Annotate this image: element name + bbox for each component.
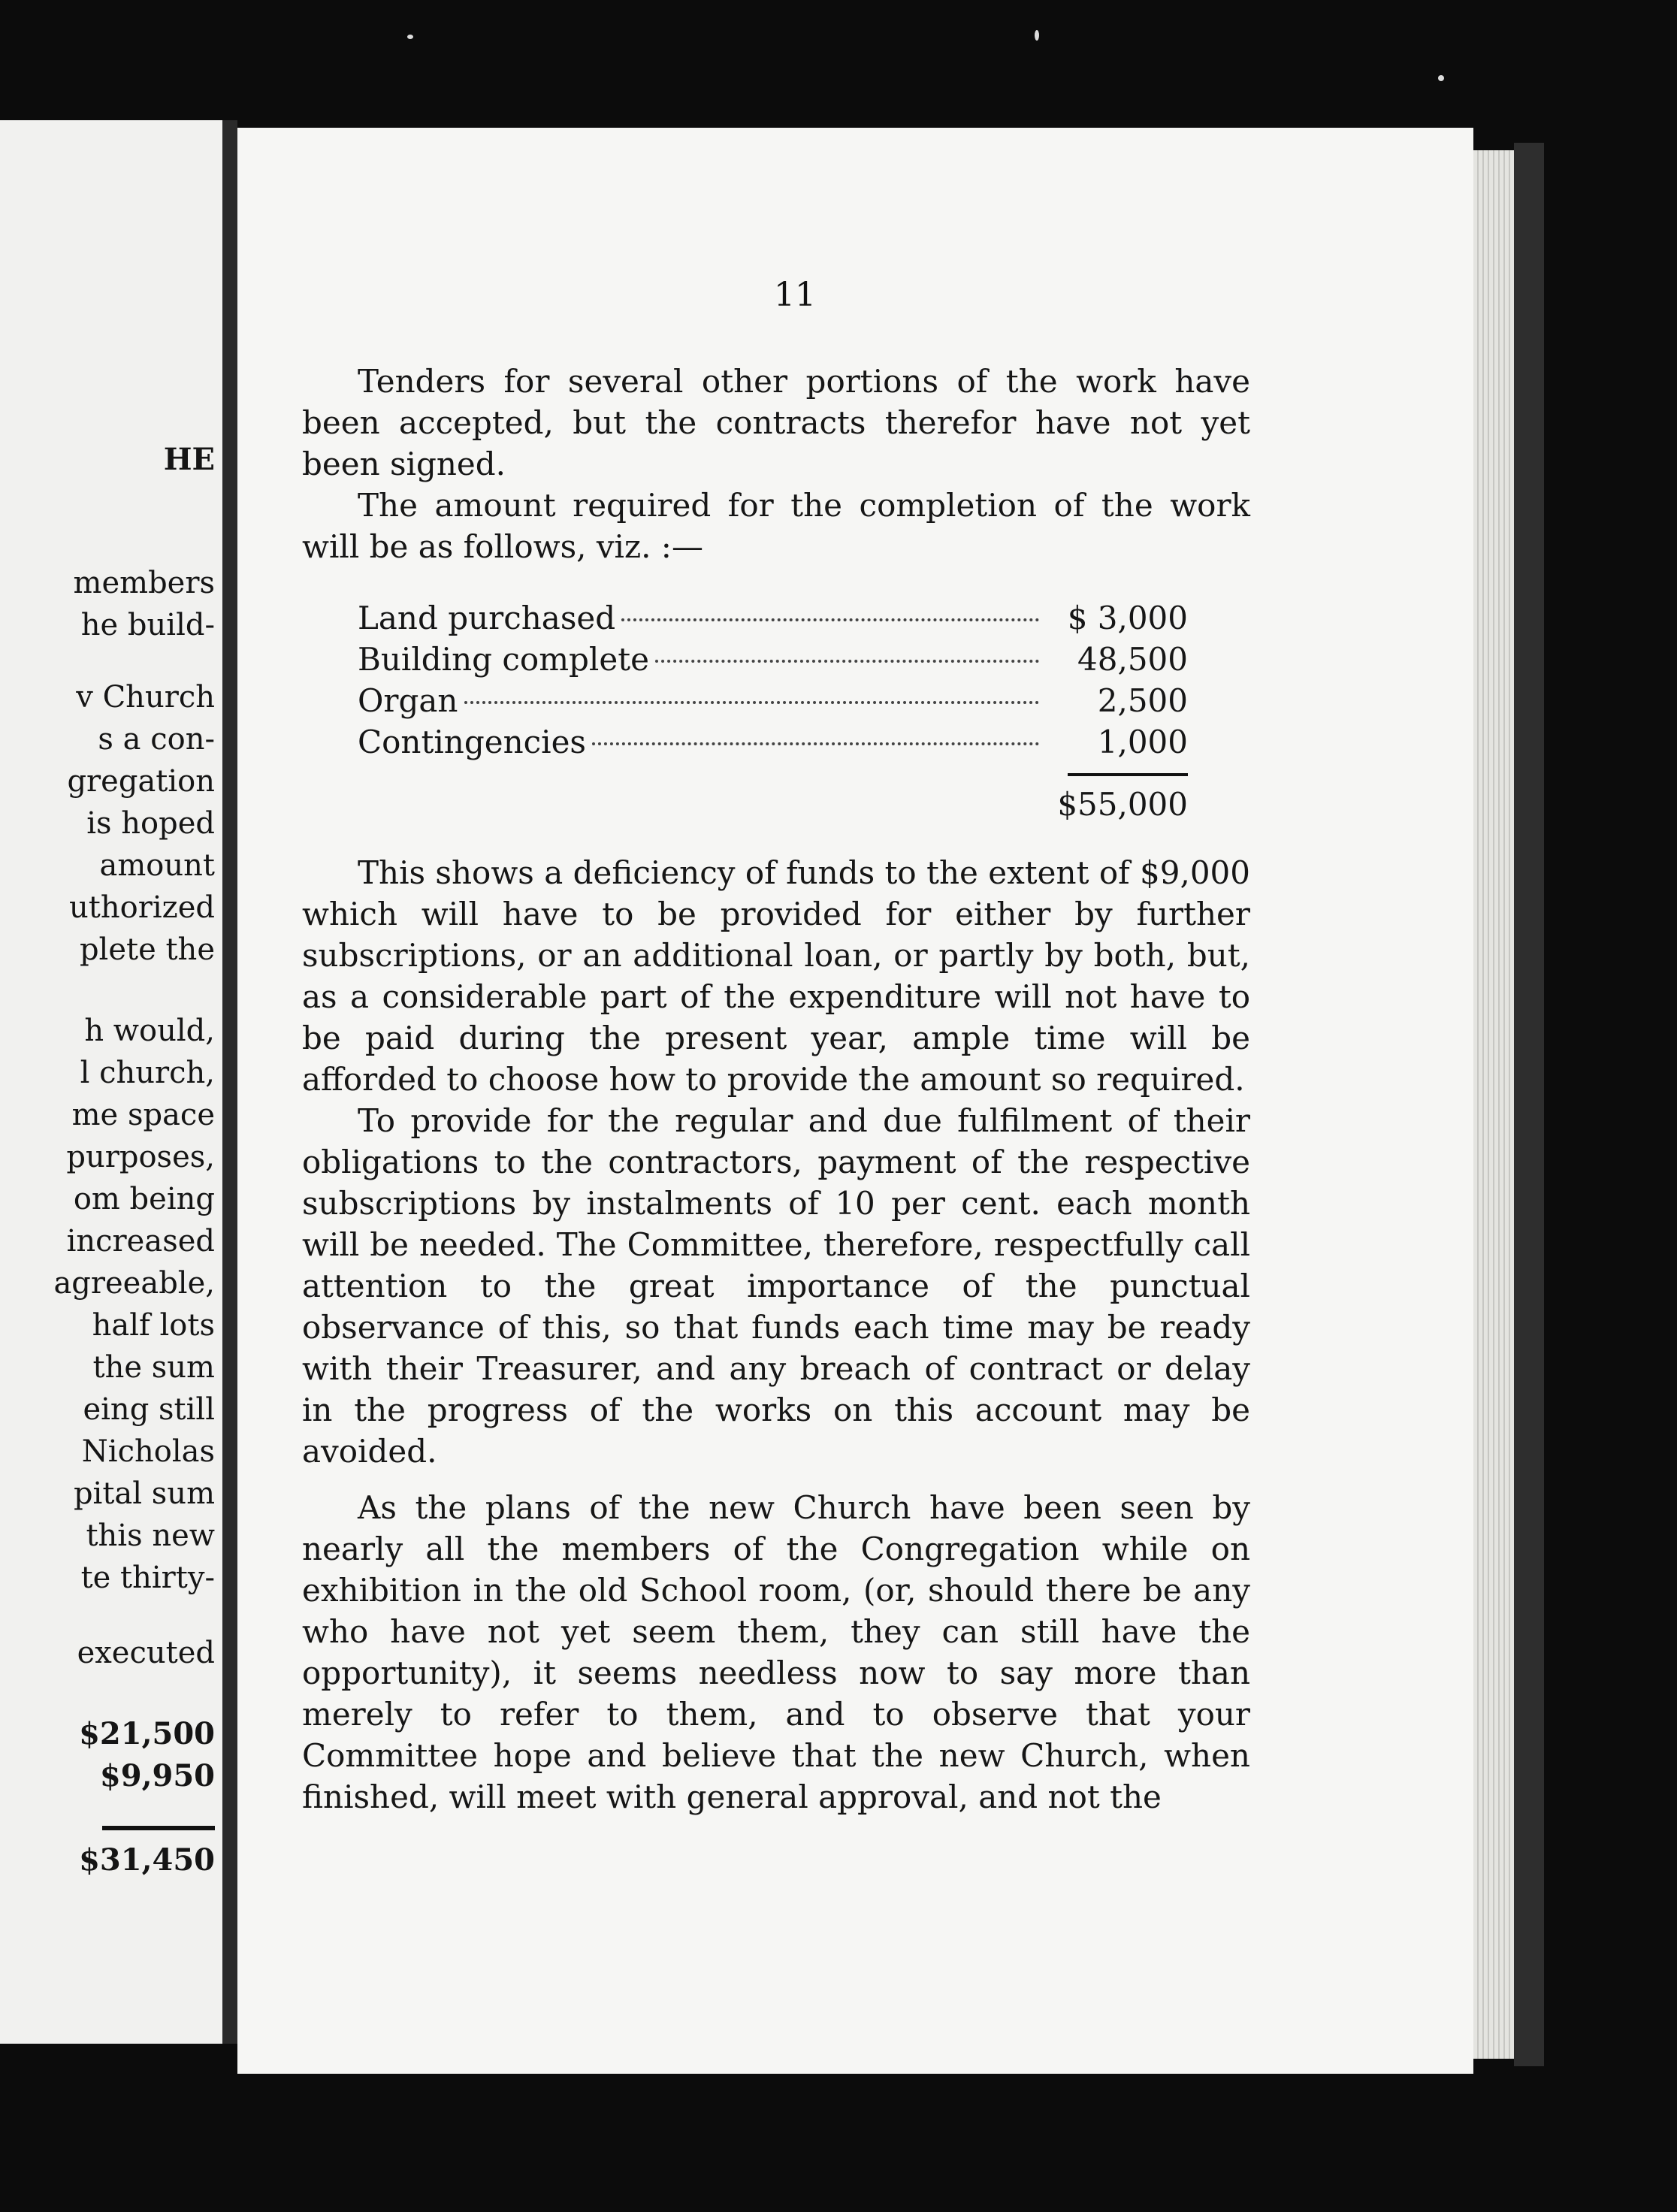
dot-leader: [464, 701, 1040, 704]
left-total-rule: [102, 1826, 215, 1830]
left-line: plete the: [79, 932, 215, 967]
left-line: purposes,: [66, 1140, 215, 1174]
cost-table: [358, 597, 1188, 825]
left-line: h would,: [84, 1014, 215, 1048]
book-cover-edge: [1514, 143, 1544, 2066]
film-speck: [1035, 30, 1039, 41]
left-line: members: [73, 566, 215, 600]
left-line: s a con-: [98, 722, 215, 757]
left-line: increased: [66, 1224, 215, 1259]
film-speck: [407, 35, 413, 39]
left-line: eing still: [83, 1392, 215, 1427]
cost-total: $55,000: [1057, 786, 1188, 823]
left-line: this new: [86, 1518, 215, 1553]
paragraph: To provide for the regular and due fulfilment of their obligations to the contractors, payment of the respective subscriptions by instalments of 10 per cent. each month will be needed. The Committee, therefore, respectfully call attention to the great importance of the punctual observance of this, so that funds each time may be ready with their Treasurer, and any breach of contract or delay in the progress of the works on this account may be avoided.: [302, 1102, 1250, 1470]
dot-leader: [592, 742, 1039, 745]
left-line: l church,: [80, 1056, 215, 1090]
left-line: is hoped: [86, 806, 215, 841]
paragraph: This shows a deficiency of funds to the extent of $9,000 which will have to be provided for either by further subscriptions, or an additional loan, or partly by both, but, as a considerable part of the expenditure will not have to be paid during the present year, ample time will be afforded to choose how to provide the amount so required.: [302, 854, 1250, 1098]
left-line: agreeable,: [53, 1266, 215, 1301]
left-line: v Church: [76, 680, 215, 715]
cost-label: Organ: [358, 682, 458, 719]
cost-amount: 1,000: [1097, 724, 1188, 760]
left-line: om being: [73, 1182, 215, 1216]
left-line: uthorized: [69, 890, 215, 925]
book-gutter: [222, 120, 237, 2044]
cost-row: [358, 680, 1188, 721]
cost-amount: 48,500: [1077, 641, 1188, 678]
left-line: HE: [163, 442, 215, 477]
left-page: [0, 120, 222, 2044]
cost-row: [358, 639, 1188, 680]
film-speck: [1438, 75, 1444, 81]
dot-leader: [655, 660, 1039, 663]
cost-amount: 2,500: [1097, 682, 1188, 719]
dot-leader: [621, 618, 1039, 621]
left-line: Nicholas: [81, 1434, 215, 1469]
page-number: 11: [774, 276, 816, 314]
page-body: [302, 361, 1250, 1818]
left-line: gregation: [67, 764, 215, 799]
cost-label: Land purchased: [358, 600, 616, 636]
total-rule: [1068, 773, 1188, 776]
page-edges: [1473, 150, 1514, 2059]
cost-amount: $ 3,000: [1067, 600, 1188, 636]
paragraph: As the plans of the new Church have been seen by nearly all the members of the Congregation while on exhibition in the old School room, (or, should there be any who have not yet seem them, they can still have the opportunity), it seems needless now to say more than merely to refer to them, and to observe that your Committee hope and believe that the new Church, when finished, will meet with general approval, and not the: [302, 1489, 1250, 1815]
left-line: he build-: [80, 608, 215, 642]
left-line: me space: [71, 1098, 215, 1132]
left-amount: $21,500: [79, 1716, 215, 1751]
paragraph: Tenders for several other portions of the work have been accepted, but the contracts therefor have not yet been signed.: [302, 363, 1250, 482]
left-line: te thirty-: [80, 1561, 215, 1595]
left-line: half lots: [92, 1308, 215, 1343]
left-line: pital sum: [73, 1476, 215, 1511]
left-line: executed: [77, 1636, 215, 1670]
spacer: [302, 825, 1250, 852]
left-line: the sum: [92, 1350, 215, 1385]
cost-row: [358, 597, 1188, 639]
left-line: amount: [99, 848, 215, 883]
left-amount: $9,950: [99, 1758, 215, 1793]
cost-label: Building complete: [358, 641, 649, 678]
left-total: $31,450: [79, 1842, 215, 1878]
cost-row: [358, 721, 1188, 763]
cost-label: Contingencies: [358, 724, 586, 760]
paragraph: The amount required for the completion of the work will be as follows, viz. :—: [302, 487, 1250, 565]
